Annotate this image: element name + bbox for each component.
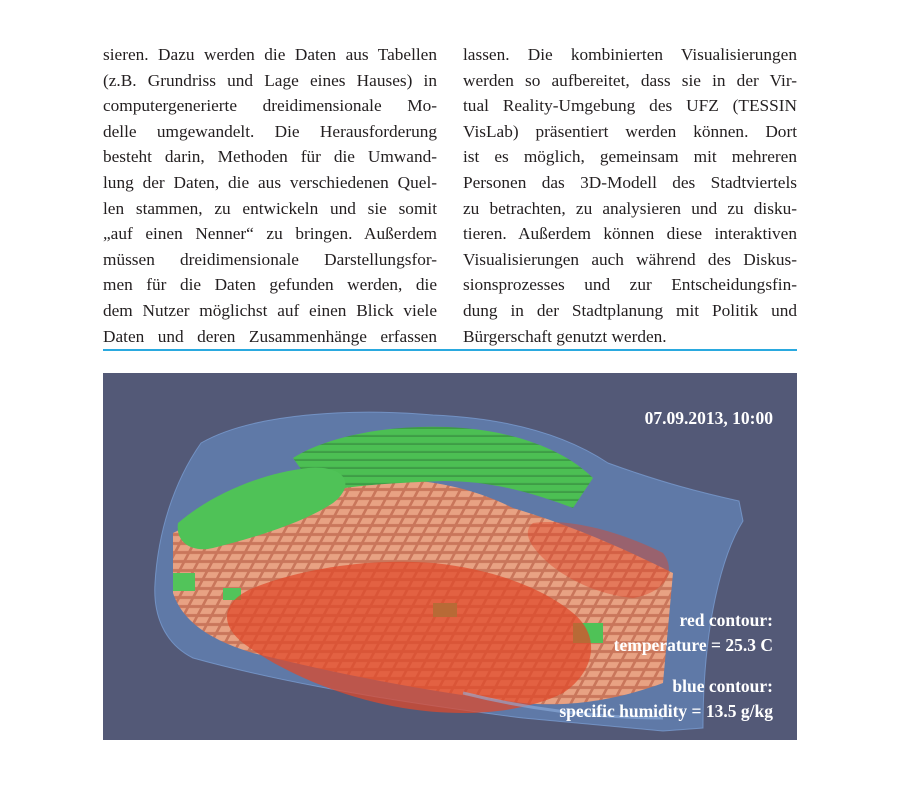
text-line: „auf einen Nenner“ zu bringen. Außerdem [103, 224, 437, 244]
left-column-paragraph [103, 42, 437, 349]
text-line: lung der Daten, die aus verschiedenen Quel- [103, 172, 437, 192]
temperature-value: temperature = 25.3 C [613, 635, 773, 655]
text-line: ist es möglich, gemeinsam mit mehreren [463, 147, 797, 167]
red-contour-label: red contour: [679, 610, 773, 630]
body-text-right-column [463, 42, 797, 349]
text-line: Visualisierungen auch während des Diskus- [463, 249, 797, 269]
body-text-left-column [103, 42, 437, 349]
text-line: tieren. Außerdem können diese interaktiven [463, 224, 797, 244]
text-line: dung in der Stadtplanung mit Politik und [463, 300, 797, 320]
text-line: sieren. Dazu werden die Daten aus Tabellen [103, 45, 437, 64]
text-line: Daten und deren Zusammenhänge erfassen [103, 326, 437, 346]
text-line: lassen. Die kombinierten Visualisierungen [463, 45, 797, 64]
text-line: VisLab) präsentiert werden können. Dort [463, 121, 797, 141]
text-line: tual Reality-Umgebung des UFZ (TESSIN [463, 96, 797, 116]
section-divider-line [103, 349, 797, 351]
text-line: sionsprozesses und zur Entscheidungsfin- [463, 275, 797, 295]
text-line: computergenerierte dreidimensionale Mo- [103, 96, 437, 116]
green-block-1 [173, 573, 195, 591]
text-line: dem Nutzer möglichst auf einen Blick viele [103, 300, 437, 320]
text-line: men für die Daten gefunden werden, die [103, 275, 437, 295]
text-line: werden so aufbereitet, dass sie in der Vir- [463, 70, 797, 90]
text-line: len stammen, zu entwickeln und sie somit [103, 198, 437, 218]
text-line: müssen dreidimensionale Darstellungsfor- [103, 249, 437, 269]
text-line: zu betrachten, zu analysieren und zu disku- [463, 198, 797, 218]
text-line: Personen das 3D-Modell des Stadtviertels [463, 172, 797, 192]
humidity-value: specific humidity = 13.5 g/kg [559, 701, 773, 721]
text-line: (z.B. Grundriss und Lage eines Hauses) in [103, 70, 437, 90]
timestamp-label: 07.09.2013, 10:00 [644, 408, 773, 428]
right-column-paragraph [463, 42, 797, 349]
text-line: Bürgerschaft genutzt werden. [463, 326, 667, 346]
visualization-figure [103, 373, 797, 740]
text-line: besteht darin, Methoden für die Umwand- [103, 147, 437, 167]
blue-contour-label: blue contour: [672, 676, 773, 696]
text-line: delle umgewandelt. Die Herausforderung [103, 121, 437, 141]
